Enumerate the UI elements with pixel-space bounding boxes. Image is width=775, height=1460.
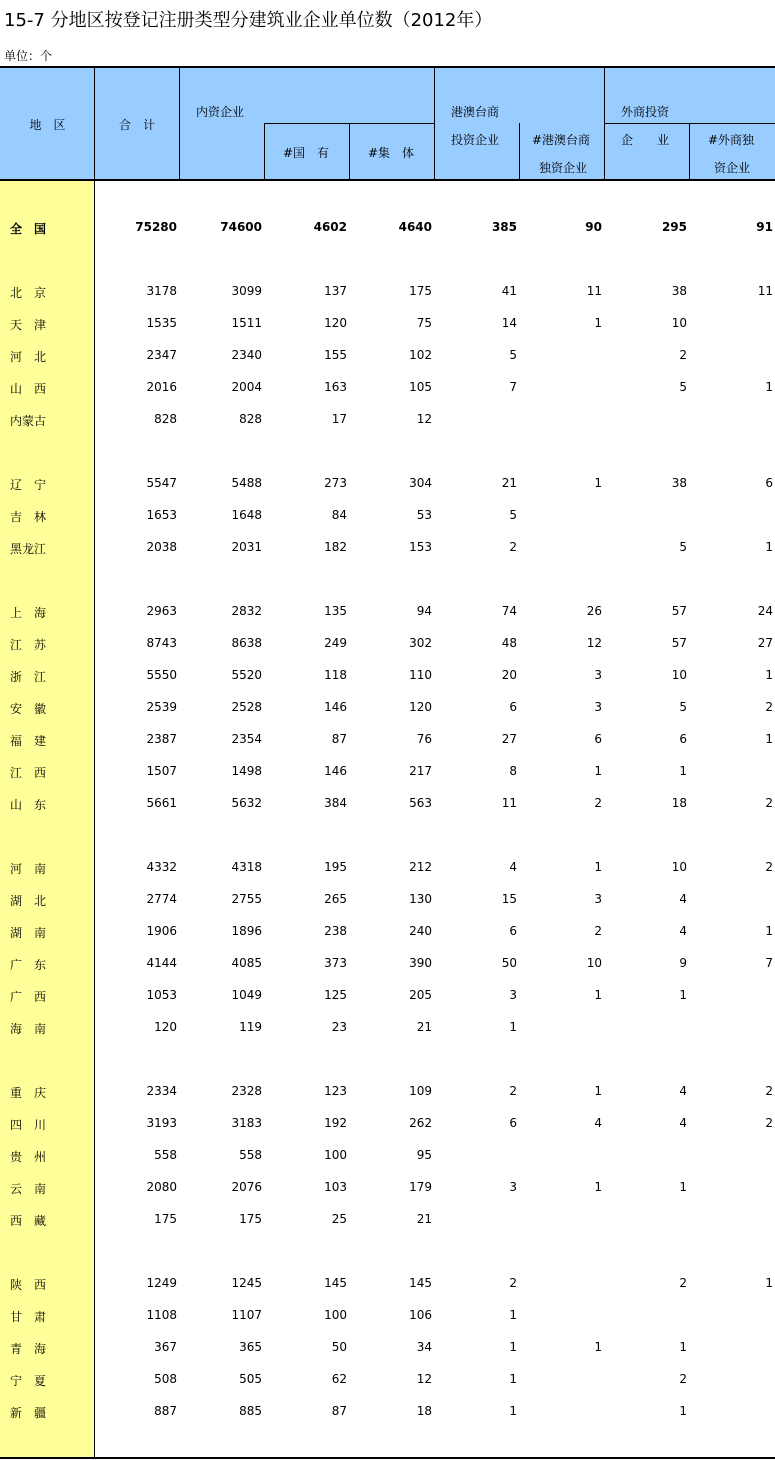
- state-cell: 195: [324, 860, 347, 874]
- region-cell: 河 南: [10, 862, 47, 876]
- region-cell: 陕 西: [10, 1278, 47, 1292]
- total-cell: 1249: [146, 1276, 177, 1290]
- domestic-cell: 1107: [231, 1308, 262, 1322]
- state-cell: 125: [324, 988, 347, 1002]
- header-hmt-line1: 港澳台商: [451, 105, 500, 119]
- hmt-sole-cell: 11: [586, 284, 602, 298]
- header-collective: #集 体: [368, 146, 415, 160]
- table-row: [0, 346, 775, 366]
- region-cell: 天 津: [10, 318, 47, 332]
- total-cell: 3193: [146, 1116, 177, 1130]
- hmt-cell: 2: [509, 540, 517, 554]
- foreign-cell: 295: [661, 220, 687, 234]
- domestic-cell: 558: [239, 1148, 262, 1162]
- hmt-sole-cell: 12: [586, 636, 602, 650]
- total-cell: 4144: [146, 956, 177, 970]
- table-row: [0, 762, 775, 782]
- collective-cell: 130: [409, 892, 432, 906]
- hmt-cell: 27: [501, 732, 517, 746]
- collective-cell: 120: [409, 700, 432, 714]
- state-cell: 103: [324, 1180, 347, 1194]
- table-row: [0, 378, 775, 398]
- hmt-sole-cell: 26: [586, 604, 602, 618]
- foreign-sole-cell: 2: [765, 1084, 773, 1098]
- table-row: [0, 474, 775, 494]
- region-cell: 贵 州: [10, 1150, 47, 1164]
- domestic-cell: 2076: [231, 1180, 262, 1194]
- hmt-cell: 1: [509, 1340, 517, 1354]
- hmt-sole-cell: 1: [594, 1084, 602, 1098]
- region-cell: 山 东: [10, 798, 47, 812]
- domestic-cell: 8638: [231, 636, 262, 650]
- collective-cell: 212: [409, 860, 432, 874]
- foreign-cell: 57: [671, 604, 687, 618]
- domestic-cell: 505: [239, 1372, 262, 1386]
- hmt-cell: 5: [509, 348, 517, 362]
- domestic-cell: 5488: [231, 476, 262, 490]
- total-cell: 1053: [146, 988, 177, 1002]
- domestic-cell: 365: [239, 1340, 262, 1354]
- collective-cell: 302: [409, 636, 432, 650]
- collective-cell: 179: [409, 1180, 432, 1194]
- table-row: [0, 1178, 775, 1198]
- collective-cell: 110: [409, 668, 432, 682]
- domestic-cell: 2340: [231, 348, 262, 362]
- foreign-cell: 38: [671, 284, 687, 298]
- hmt-sole-cell: 4: [594, 1116, 602, 1130]
- foreign-cell: 2: [679, 1372, 687, 1386]
- total-cell: 5550: [146, 668, 177, 682]
- state-cell: 137: [324, 284, 347, 298]
- foreign-cell: 2: [679, 1276, 687, 1290]
- hmt-cell: 2: [509, 1084, 517, 1098]
- collective-cell: 12: [416, 1372, 432, 1386]
- region-cell: 浙 江: [10, 670, 47, 684]
- collective-cell: 105: [409, 380, 432, 394]
- state-cell: 123: [324, 1084, 347, 1098]
- total-cell: 367: [154, 1340, 177, 1354]
- domestic-cell: 1648: [231, 508, 262, 522]
- collective-cell: 21: [416, 1212, 432, 1226]
- total-cell: 1535: [146, 316, 177, 330]
- region-cell: 广 东: [10, 958, 47, 972]
- state-cell: 84: [331, 508, 347, 522]
- region-cell: 西 藏: [10, 1214, 47, 1228]
- hmt-cell: 1: [509, 1308, 517, 1322]
- state-cell: 265: [324, 892, 347, 906]
- collective-cell: 153: [409, 540, 432, 554]
- domestic-cell: 1498: [231, 764, 262, 778]
- region-cell: 黑龙江: [10, 542, 47, 556]
- hmt-cell: 1: [509, 1372, 517, 1386]
- page-title: 15-7 分地区按登记注册类型分建筑业企业单位数（2012年）: [4, 10, 493, 31]
- state-cell: 238: [324, 924, 347, 938]
- hmt-cell: 2: [509, 1276, 517, 1290]
- header-region: 地 区: [29, 118, 66, 132]
- state-cell: 145: [324, 1276, 347, 1290]
- region-cell: 江 西: [10, 766, 47, 780]
- hmt-sole-cell: 3: [594, 668, 602, 682]
- hmt-cell: 385: [491, 220, 517, 234]
- foreign-sole-cell: 1: [765, 540, 773, 554]
- state-cell: 25: [331, 1212, 347, 1226]
- foreign-sole-cell: 27: [757, 636, 773, 650]
- region-cell: 甘 肃: [10, 1310, 47, 1324]
- state-cell: 273: [324, 476, 347, 490]
- domestic-cell: 2832: [231, 604, 262, 618]
- total-cell: 2387: [146, 732, 177, 746]
- collective-cell: 109: [409, 1084, 432, 1098]
- domestic-cell: 3183: [231, 1116, 262, 1130]
- table-row: [0, 602, 775, 622]
- state-cell: 384: [324, 796, 347, 810]
- hmt-sole-cell: 1: [594, 764, 602, 778]
- foreign-cell: 9: [679, 956, 687, 970]
- table-row: [0, 890, 775, 910]
- region-cell: 江 苏: [10, 638, 47, 652]
- header-total: 合 计: [118, 118, 155, 132]
- state-cell: 87: [331, 1404, 347, 1418]
- foreign-cell: 1: [679, 1180, 687, 1194]
- region-cell: 云 南: [10, 1182, 47, 1196]
- foreign-cell: 4: [679, 924, 687, 938]
- foreign-sole-cell: 2: [765, 860, 773, 874]
- total-cell: 887: [154, 1404, 177, 1418]
- foreign-cell: 5: [679, 380, 687, 394]
- hmt-sole-cell: 2: [594, 924, 602, 938]
- collective-cell: 563: [409, 796, 432, 810]
- region-cell: 全 国: [10, 222, 47, 236]
- table-row: [0, 1306, 775, 1326]
- table-row: [0, 1210, 775, 1230]
- total-cell: 2774: [146, 892, 177, 906]
- table-row: [0, 218, 775, 238]
- foreign-cell: 2: [679, 348, 687, 362]
- hmt-sole-cell: 1: [594, 476, 602, 490]
- foreign-sole-cell: 6: [765, 476, 773, 490]
- collective-cell: 75: [416, 316, 432, 330]
- collective-cell: 12: [416, 412, 432, 426]
- table-row: [0, 506, 775, 526]
- foreign-cell: 10: [671, 668, 687, 682]
- table-row: [0, 1274, 775, 1294]
- hmt-cell: 50: [501, 956, 517, 970]
- total-cell: 2347: [146, 348, 177, 362]
- region-cell: 北 京: [10, 286, 47, 300]
- table-row: [0, 730, 775, 750]
- hmt-cell: 6: [509, 1116, 517, 1130]
- hmt-cell: 1: [509, 1404, 517, 1418]
- foreign-cell: 1: [679, 1404, 687, 1418]
- hmt-cell: 15: [501, 892, 517, 906]
- table-row: [0, 1338, 775, 1358]
- region-cell: 青 海: [10, 1342, 47, 1356]
- hmt-cell: 74: [501, 604, 517, 618]
- unit-label: 单位：个: [4, 49, 53, 63]
- header-domestic: 内资企业: [196, 105, 245, 119]
- state-cell: 182: [324, 540, 347, 554]
- foreign-cell: 4: [679, 1084, 687, 1098]
- foreign-sole-cell: 24: [757, 604, 773, 618]
- region-cell: 重 庆: [10, 1086, 47, 1100]
- hmt-cell: 1: [509, 1020, 517, 1034]
- domestic-cell: 885: [239, 1404, 262, 1418]
- hmt-sole-cell: 1: [594, 988, 602, 1002]
- domestic-cell: 828: [239, 412, 262, 426]
- total-cell: 5661: [146, 796, 177, 810]
- region-cell: 山 西: [10, 382, 47, 396]
- region-cell: 湖 北: [10, 894, 47, 908]
- foreign-cell: 4: [679, 892, 687, 906]
- table-row: [0, 986, 775, 1006]
- collective-cell: 102: [409, 348, 432, 362]
- table-row: [0, 410, 775, 430]
- collective-cell: 390: [409, 956, 432, 970]
- foreign-sole-cell: 1: [765, 924, 773, 938]
- domestic-cell: 1049: [231, 988, 262, 1002]
- hmt-cell: 4: [509, 860, 517, 874]
- total-cell: 2963: [146, 604, 177, 618]
- hmt-sole-cell: 1: [594, 1340, 602, 1354]
- foreign-sole-cell: 7: [765, 956, 773, 970]
- hmt-cell: 11: [501, 796, 517, 810]
- foreign-cell: 10: [671, 316, 687, 330]
- collective-cell: 217: [409, 764, 432, 778]
- hmt-cell: 7: [509, 380, 517, 394]
- state-cell: 100: [324, 1148, 347, 1162]
- hmt-sole-cell: 3: [594, 892, 602, 906]
- domestic-cell: 2755: [231, 892, 262, 906]
- foreign-cell: 4: [679, 1116, 687, 1130]
- table-row: [0, 282, 775, 302]
- region-cell: 安 徽: [10, 702, 47, 716]
- domestic-cell: 4318: [231, 860, 262, 874]
- foreign-cell: 10: [671, 860, 687, 874]
- total-cell: 2334: [146, 1084, 177, 1098]
- hmt-sole-cell: 6: [594, 732, 602, 746]
- foreign-cell: 6: [679, 732, 687, 746]
- total-cell: 3178: [146, 284, 177, 298]
- hmt-sole-cell: 90: [585, 220, 602, 234]
- total-cell: 2539: [146, 700, 177, 714]
- collective-cell: 106: [409, 1308, 432, 1322]
- hmt-sole-cell: 1: [594, 860, 602, 874]
- table-row: [0, 1402, 775, 1422]
- header-foreign-line2: 企 业: [621, 133, 670, 147]
- foreign-cell: 5: [679, 540, 687, 554]
- total-cell: 1108: [146, 1308, 177, 1322]
- collective-cell: 76: [416, 732, 432, 746]
- total-cell: 1906: [146, 924, 177, 938]
- domestic-cell: 1511: [231, 316, 262, 330]
- hmt-sole-cell: 1: [594, 316, 602, 330]
- region-cell: 宁 夏: [10, 1374, 47, 1388]
- table-row: [0, 794, 775, 814]
- foreign-sole-cell: 1: [765, 380, 773, 394]
- foreign-sole-cell: 1: [765, 668, 773, 682]
- foreign-sole-cell: 2: [765, 1116, 773, 1130]
- domestic-cell: 2528: [231, 700, 262, 714]
- hmt-cell: 6: [509, 700, 517, 714]
- collective-cell: 95: [416, 1148, 432, 1162]
- state-cell: 50: [331, 1340, 347, 1354]
- table-row: [0, 954, 775, 974]
- table-row: [0, 698, 775, 718]
- region-cell: 辽 宁: [10, 478, 47, 492]
- domestic-cell: 5520: [231, 668, 262, 682]
- total-cell: 4332: [146, 860, 177, 874]
- total-cell: 120: [154, 1020, 177, 1034]
- collective-cell: 145: [409, 1276, 432, 1290]
- collective-cell: 175: [409, 284, 432, 298]
- foreign-cell: 1: [679, 764, 687, 778]
- state-cell: 155: [324, 348, 347, 362]
- state-cell: 62: [331, 1372, 347, 1386]
- header-hmt-sole-line1: #港澳台商: [532, 133, 591, 147]
- state-cell: 17: [331, 412, 347, 426]
- foreign-sole-cell: 1: [765, 1276, 773, 1290]
- domestic-cell: 5632: [231, 796, 262, 810]
- domestic-cell: 1245: [231, 1276, 262, 1290]
- table-row: [0, 1114, 775, 1134]
- state-cell: 373: [324, 956, 347, 970]
- state-cell: 4602: [313, 220, 347, 234]
- total-cell: 1653: [146, 508, 177, 522]
- hmt-sole-cell: 2: [594, 796, 602, 810]
- state-cell: 100: [324, 1308, 347, 1322]
- hmt-cell: 20: [501, 668, 517, 682]
- total-cell: 2080: [146, 1180, 177, 1194]
- state-cell: 87: [331, 732, 347, 746]
- foreign-cell: 38: [671, 476, 687, 490]
- total-cell: 75280: [135, 220, 177, 234]
- region-cell: 广 西: [10, 990, 47, 1004]
- state-cell: 249: [324, 636, 347, 650]
- hmt-cell: 14: [501, 316, 517, 330]
- region-cell: 河 北: [10, 350, 47, 364]
- region-cell: 四 川: [10, 1118, 47, 1132]
- table-row: [0, 1146, 775, 1166]
- foreign-sole-cell: 2: [765, 700, 773, 714]
- region-cell: 上 海: [10, 606, 47, 620]
- header-foreign-sole-line2: 资企业: [714, 161, 751, 175]
- domestic-cell: 2031: [231, 540, 262, 554]
- foreign-sole-cell: 11: [757, 284, 773, 298]
- hmt-cell: 21: [501, 476, 517, 490]
- total-cell: 175: [154, 1212, 177, 1226]
- region-cell: 海 南: [10, 1022, 47, 1036]
- state-cell: 120: [324, 316, 347, 330]
- collective-cell: 18: [416, 1404, 432, 1418]
- state-cell: 192: [324, 1116, 347, 1130]
- hmt-cell: 5: [509, 508, 517, 522]
- table-row: [0, 666, 775, 686]
- region-cell: 福 建: [10, 734, 47, 748]
- state-cell: 146: [324, 764, 347, 778]
- domestic-cell: 2004: [231, 380, 262, 394]
- collective-cell: 262: [409, 1116, 432, 1130]
- foreign-cell: 57: [671, 636, 687, 650]
- domestic-cell: 119: [239, 1020, 262, 1034]
- domestic-cell: 74600: [220, 220, 262, 234]
- total-cell: 2016: [146, 380, 177, 394]
- total-cell: 828: [154, 412, 177, 426]
- total-cell: 1507: [146, 764, 177, 778]
- total-cell: 558: [154, 1148, 177, 1162]
- header-hmt-sole-line2: 独资企业: [539, 161, 588, 175]
- state-cell: 23: [331, 1020, 347, 1034]
- hmt-cell: 41: [501, 284, 517, 298]
- region-cell: 新 疆: [10, 1406, 47, 1420]
- foreign-cell: 5: [679, 700, 687, 714]
- hmt-sole-cell: 3: [594, 700, 602, 714]
- region-cell: 湖 南: [10, 926, 47, 940]
- header-hmt-line2: 投资企业: [451, 133, 500, 147]
- domestic-cell: 1896: [231, 924, 262, 938]
- state-cell: 163: [324, 380, 347, 394]
- domestic-cell: 3099: [231, 284, 262, 298]
- hmt-cell: 8: [509, 764, 517, 778]
- collective-cell: 205: [409, 988, 432, 1002]
- foreign-sole-cell: 2: [765, 796, 773, 810]
- hmt-sole-cell: 10: [586, 956, 602, 970]
- table-row: [0, 314, 775, 334]
- domestic-cell: 2354: [231, 732, 262, 746]
- collective-cell: 4640: [398, 220, 432, 234]
- domestic-cell: 175: [239, 1212, 262, 1226]
- collective-cell: 240: [409, 924, 432, 938]
- collective-cell: 94: [416, 604, 432, 618]
- state-cell: 146: [324, 700, 347, 714]
- region-cell: 吉 林: [10, 510, 47, 524]
- table-row: [0, 634, 775, 654]
- table-row: [0, 1018, 775, 1038]
- hmt-cell: 3: [509, 988, 517, 1002]
- table-row: [0, 858, 775, 878]
- hmt-cell: 3: [509, 1180, 517, 1194]
- domestic-cell: 2328: [231, 1084, 262, 1098]
- hmt-cell: 48: [501, 636, 517, 650]
- table-row: [0, 1082, 775, 1102]
- collective-cell: 34: [416, 1340, 432, 1354]
- total-cell: 508: [154, 1372, 177, 1386]
- foreign-sole-cell: 1: [765, 732, 773, 746]
- total-cell: 5547: [146, 476, 177, 490]
- hmt-cell: 6: [509, 924, 517, 938]
- collective-cell: 53: [416, 508, 432, 522]
- foreign-cell: 1: [679, 1340, 687, 1354]
- foreign-cell: 18: [671, 796, 687, 810]
- table-row: [0, 922, 775, 942]
- foreign-sole-cell: 91: [756, 220, 773, 234]
- header-state-owned: #国 有: [283, 146, 330, 160]
- state-cell: 135: [324, 604, 347, 618]
- domestic-cell: 4085: [231, 956, 262, 970]
- header-foreign-sole-line1: #外商独: [708, 133, 755, 147]
- foreign-cell: 1: [679, 988, 687, 1002]
- collective-cell: 21: [416, 1020, 432, 1034]
- collective-cell: 304: [409, 476, 432, 490]
- header-foreign-line1: 外商投资: [621, 105, 670, 119]
- table-row: [0, 1370, 775, 1390]
- table-row: [0, 538, 775, 558]
- state-cell: 118: [324, 668, 347, 682]
- total-cell: 8743: [146, 636, 177, 650]
- hmt-sole-cell: 1: [594, 1180, 602, 1194]
- region-cell: 内蒙古: [10, 414, 47, 428]
- total-cell: 2038: [146, 540, 177, 554]
